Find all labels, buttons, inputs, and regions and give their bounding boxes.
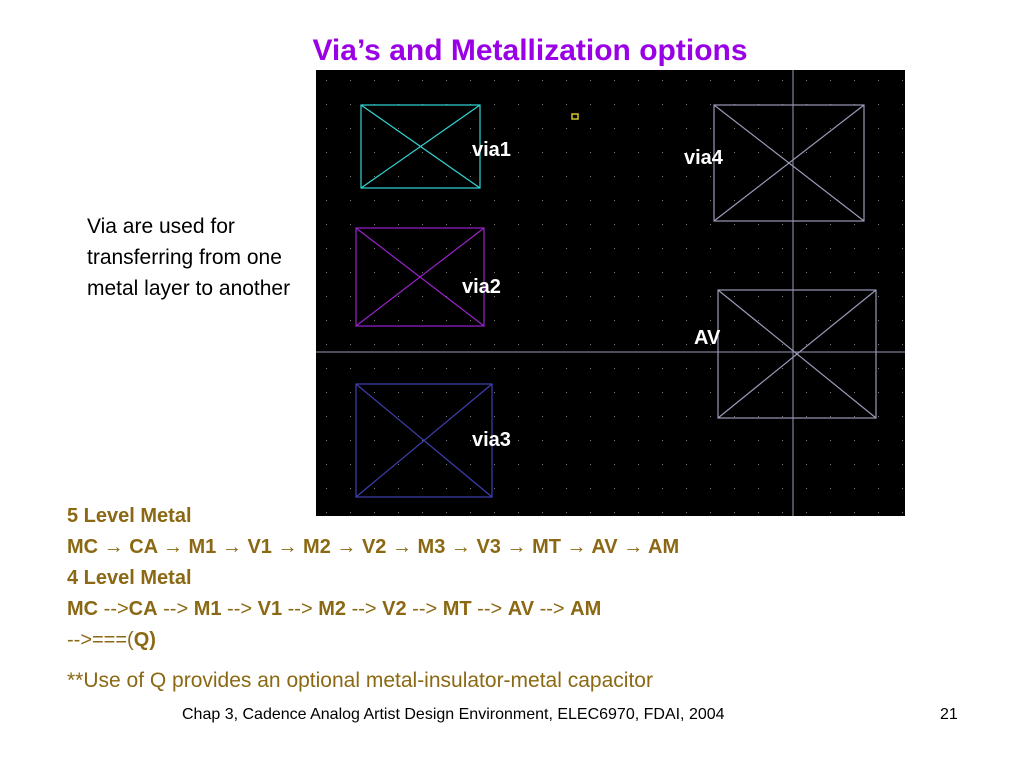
dash-arrow: --> <box>477 598 503 620</box>
layer-m2: M2 <box>303 536 331 558</box>
arrow-icon: → <box>506 536 527 558</box>
via4-label: via4 <box>684 147 723 169</box>
layer-v1: V1 <box>257 598 283 620</box>
via1-shape[interactable] <box>361 105 480 188</box>
av-label: AV <box>694 327 721 349</box>
layer-mt: MT <box>442 598 472 620</box>
dash-arrow: --> <box>287 598 313 620</box>
layer-v2: V2 <box>361 536 387 558</box>
layer-v1: V1 <box>247 536 272 558</box>
dash-arrow: --> <box>103 598 129 620</box>
via-description: Via are used for transferring from one metal layer to another <box>87 215 291 300</box>
layer-v2: V2 <box>382 598 407 620</box>
tail-prefix: -->===( <box>67 629 134 651</box>
five-level-sequence <box>67 532 679 563</box>
layer-mt: MT <box>532 536 561 558</box>
layer-m2: M2 <box>318 598 346 620</box>
layer-ca: CA <box>129 536 158 558</box>
layer-av: AV <box>507 598 535 620</box>
layer-mc: MC <box>67 536 99 558</box>
four-level-sequence <box>67 594 679 625</box>
layer-mc: MC <box>67 598 99 620</box>
origin-marker <box>572 114 578 119</box>
layout-canvas <box>316 70 905 516</box>
via1-label: via1 <box>472 139 511 161</box>
layer-v3: V3 <box>476 536 501 558</box>
capacitor-note: **Use of Q provides an optional metal-insulator-metal capacitor <box>67 669 653 692</box>
arrow-icon: → <box>566 536 587 558</box>
arrow-icon: → <box>336 536 357 558</box>
dash-arrow: --> <box>163 598 189 620</box>
via4-shape[interactable] <box>714 105 864 221</box>
arrow-icon: → <box>277 536 298 558</box>
dash-arrow: --> <box>539 598 565 620</box>
arrow-icon: → <box>450 536 471 558</box>
via2-label: via2 <box>462 276 501 298</box>
layer-am: AM <box>648 536 680 558</box>
tail-suffix: ) <box>149 629 156 651</box>
dash-arrow: --> <box>351 598 377 620</box>
layer-m1: M1 <box>188 536 217 558</box>
arrow-icon: → <box>162 536 183 558</box>
four-level-heading: 4 Level Metal <box>67 567 192 589</box>
layout-view[interactable] <box>316 70 905 516</box>
dash-arrow: --> <box>227 598 253 620</box>
slide-footer: Chap 3, Cadence Analog Artist Design Environment, ELEC6970, FDAI, 2004 <box>182 706 725 723</box>
arrow-icon: → <box>623 536 644 558</box>
layer-ca: CA <box>128 598 158 620</box>
layer-q: Q <box>133 629 150 651</box>
layer-av: AV <box>591 536 618 558</box>
four-level-tail <box>67 625 679 656</box>
via3-label: via3 <box>472 429 511 451</box>
layer-m3: M3 <box>417 536 446 558</box>
arrow-icon: → <box>221 536 242 558</box>
page-number: 21 <box>940 706 958 723</box>
av-shape[interactable] <box>718 290 876 418</box>
grid-dots <box>326 80 903 513</box>
layer-am: AM <box>570 598 602 620</box>
five-level-heading: 5 Level Metal <box>67 505 192 527</box>
arrow-icon: → <box>103 536 124 558</box>
arrow-icon: → <box>391 536 412 558</box>
slide-title: Via’s and Metallization options <box>312 34 748 67</box>
metal-options <box>67 501 679 656</box>
layer-m1: M1 <box>193 598 222 620</box>
dash-arrow: --> <box>412 598 438 620</box>
